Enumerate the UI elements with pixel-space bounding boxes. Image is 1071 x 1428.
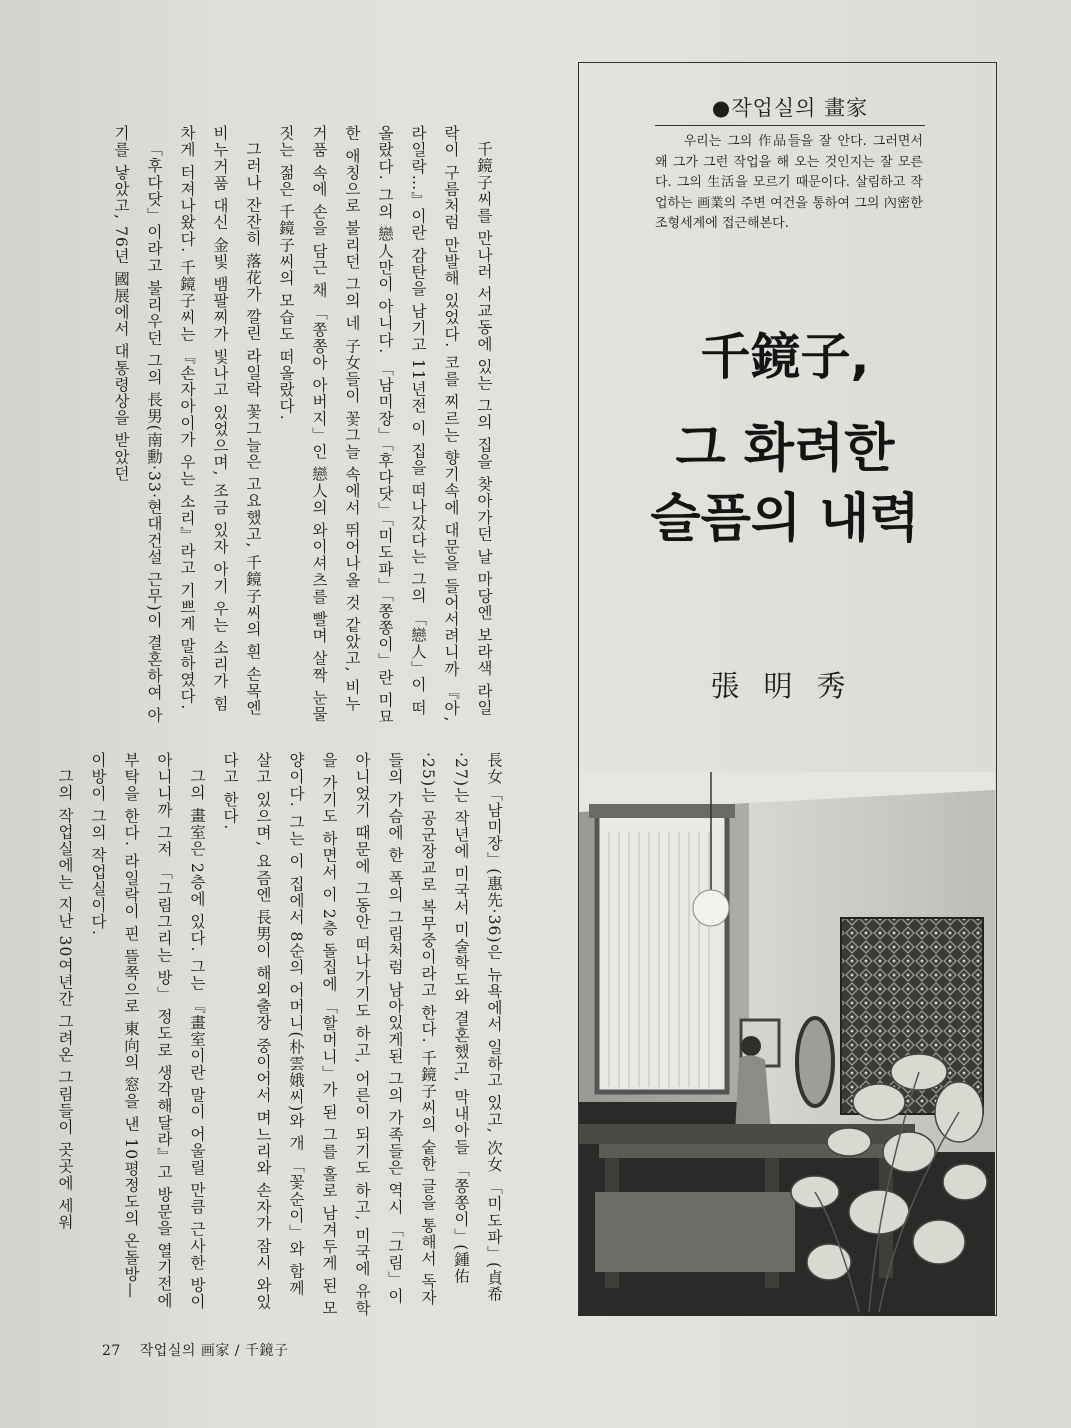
article-paragraph: 그러나 잔잔히 落花가 깔린 라일락 꽃그늘은 고요했고, 千鏡子씨의 흰 손목엔 비누거품 대신 金빛 뱀팔찌가 빛나고 있었으며, 조금 있자 아기 우는 소리가 힘차게 터져나왔다. 千鏡子씨는 『손자아이가 우는 소리』라고 기쁘게 말하였다.	[178, 125, 262, 716]
title-line-3: 슬픔의 내력	[650, 489, 920, 549]
page-number: 27	[102, 1343, 121, 1359]
studio-photo	[579, 772, 995, 1316]
lead-text	[655, 132, 923, 235]
running-title: 작업실의 画家 / 千鏡子	[139, 1343, 289, 1359]
article-column-right	[56, 752, 510, 1318]
article-title	[605, 322, 965, 554]
title-line-1: 千鏡子,	[700, 328, 870, 386]
article-paragraph: 千鏡子씨를 만나러 서교동에 있는 그의 집을 찾아가던 날 마당엔 보라색 라일락이 구름처럼 만발해 있었다. 코를 찌르는 향기속에 대문을 들어서려니까 『아, 라일락…』이란 감탄을 남기고 11년전 이 집을 떠나갔다는 그의 「戀人」이 떠올랐다. 그의 戀人만이 아니다. 「남미장」「후다닷」「미도파」「쫑쫑이」란 미묘한 애칭으로 불리던 그의 네 子女들이 꽃그늘 속에서 뛰어나올 것 같았고, 비누거품 속에 손을 담근 채 「쫑쫑아 아버지」인 戀人의 와이셔츠를 빨며 살짝 눈물짓는 젊은 千鏡子씨의 모습도 떠올랐다.	[277, 125, 493, 725]
series-rule	[655, 125, 925, 126]
article-paragraph: 「후다닷」이라고 불리우던 그의 長男(南勳·33·현대건설 근무)이 결혼하여 아기를 낳았고, 76년 國展에서 대통령상을 받았던	[112, 125, 163, 723]
author-name: 張明秀	[710, 669, 870, 703]
article-paragraph: 長女「남미장」(惠先·36)은 뉴욕에서 일하고 있고, 次女 「미도파」(貞希·27)는 작년에 미국서 미술학도와 결혼했고, 막내아들 「쫑쫑이」(鍾佑·25)는 공군장교로 복무중이라고 한다. 千鏡子씨의 숱한 글을 통해서 독자들의 가슴에 한 폭의 그림처럼 남아있게된 그의 가족들은 역시 「그림」이 아니었기 때문에 그동안 떠나가기도 하고, 어른이 되기도 하고, 미국에 유학을 가기도 하면서 이 2층 돌집에 「할머니」가 된 그를 홀로 남겨두게 된 모양이다. 그는 이 집에서 8순의 어머니(朴雲娥씨)와 개 「꽃순이」와 함께 살고 있으며, 요즘엔 長男이 해외출장 중이어서 며느리와 손자가 잠시 와있다고 한다.	[221, 752, 503, 1317]
article-paragraph: 그의 작업실에는 지난 30여년간 그려온 그림들이 곳곳에 세워	[56, 767, 74, 1231]
series-title: ●작업실의 畫家	[711, 96, 869, 120]
lead-paragraph: 우리는 그의 作品들을 잘 안다. 그러면서 왜 그가 그런 작업을 해 오는 것인지는 잘 모른다. 그의 生活을 모르기 때문이다. 살림하고 작업하는 画業의 주변 여건을 통하여 그의 內密한 조형세계에 접근해본다.	[655, 134, 923, 231]
title-line-2: 그 화려한	[675, 419, 895, 479]
article-column-left	[70, 125, 500, 725]
article-paragraph: 그의 畫室은 2층에 있다. 그는 『畫室이란 말이 어울릴 만큼 근사한 방이 아니니까 그저 「그림그리는 방」 정도로 생각해달라』고 방문을 열기전에 부탁을 한다. 라일락이 핀 뜰쪽으로 東向의 窓을 낸 10평정도의 온돌방— 이방이 그의 작업실이다.	[89, 752, 206, 1310]
page-footer	[102, 1340, 288, 1360]
